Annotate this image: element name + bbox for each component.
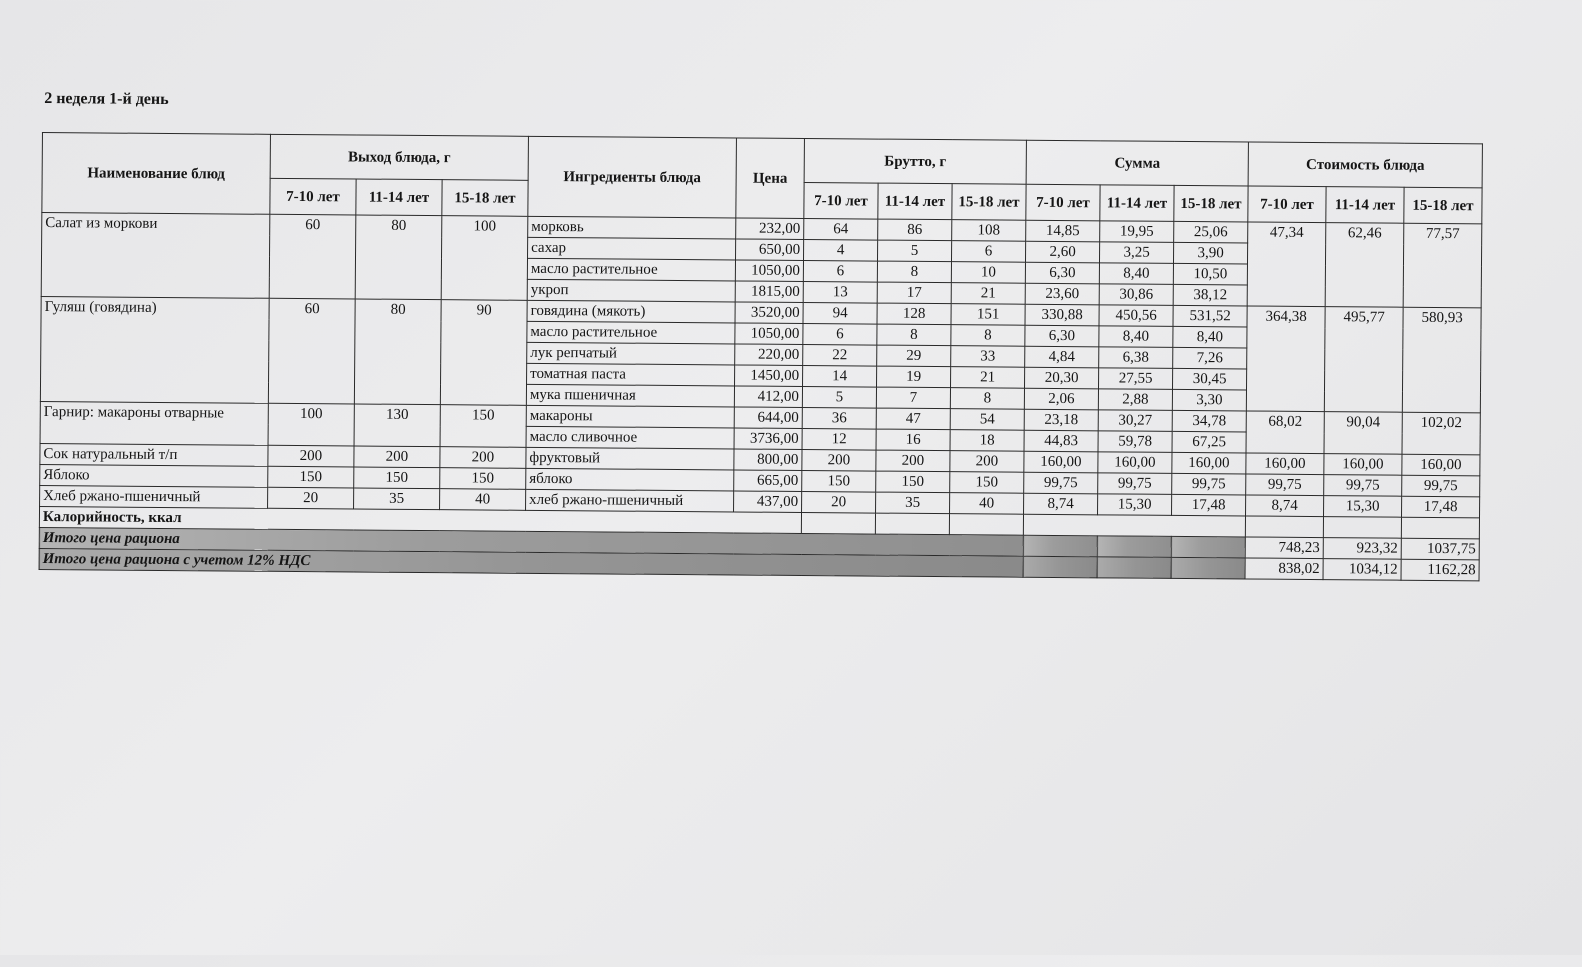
sum: 19,95	[1100, 221, 1174, 243]
total-vat-value: 1034,12	[1323, 559, 1401, 581]
dish-name: Гарнир: макароны отварные	[40, 402, 268, 446]
total-value: 923,32	[1323, 538, 1401, 560]
dish-cost: 68,02	[1246, 411, 1324, 454]
header-age: 7-10 лет	[1026, 184, 1100, 221]
dish-cost: 102,02	[1402, 412, 1480, 455]
sum: 15,30	[1098, 494, 1172, 516]
brutto: 64	[804, 219, 878, 241]
sum: 6,30	[1025, 262, 1099, 284]
ingredient-price: 3736,00	[734, 428, 802, 450]
sum: 38,12	[1173, 284, 1247, 306]
brutto: 6	[803, 323, 877, 345]
header-age: 15-18 лет	[1174, 185, 1248, 222]
ingredient-price: 1050,00	[735, 260, 803, 282]
ingredient-price: 644,00	[734, 407, 802, 429]
brutto: 29	[877, 345, 951, 367]
ingredient-price: 665,00	[734, 470, 802, 492]
ingredient-price: 800,00	[734, 449, 802, 471]
ingredient-price: 232,00	[736, 218, 804, 240]
total-vat-value: 1162,28	[1401, 559, 1479, 581]
brutto: 150	[802, 470, 876, 492]
sum: 27,55	[1099, 368, 1173, 390]
ingredient-name: масло растительное	[527, 321, 735, 344]
ingredient-price: 220,00	[735, 344, 803, 366]
brutto: 108	[952, 220, 1026, 242]
sum: 17,48	[1172, 494, 1246, 516]
dish-cost: 15,30	[1324, 496, 1402, 518]
brutto: 200	[876, 450, 950, 472]
total-vat-label: Итого цена рациона с учетом 12% НДС	[39, 549, 1023, 578]
ingredient-name: говядина (мякоть)	[527, 300, 735, 323]
dish-output: 100	[268, 403, 354, 446]
total-vat-value: 838,02	[1245, 558, 1323, 580]
empty-cell	[1323, 517, 1401, 539]
sum: 59,78	[1098, 431, 1172, 453]
dish-output: 150	[440, 405, 526, 448]
total-value: 748,23	[1245, 537, 1323, 559]
dish-output: 80	[354, 299, 441, 405]
dish-name: Сок натуральный т/п	[40, 444, 268, 467]
empty-cell	[1171, 536, 1245, 558]
dish-output: 20	[268, 487, 354, 509]
brutto: 8	[877, 324, 951, 346]
empty-cell	[1171, 557, 1245, 579]
brutto: 7	[876, 387, 950, 409]
dish-cost: 90,04	[1324, 412, 1402, 455]
brutto: 8	[950, 388, 1024, 410]
sum: 20,30	[1025, 367, 1099, 389]
dish-cost: 17,48	[1402, 496, 1480, 518]
sum: 7,26	[1173, 347, 1247, 369]
empty-cell	[949, 514, 1023, 536]
dish-cost: 364,38	[1246, 306, 1325, 412]
dish-cost: 160,00	[1402, 454, 1480, 476]
brutto: 47	[876, 408, 950, 430]
header-output: Выход блюда, г	[270, 134, 528, 180]
sum: 23,18	[1024, 409, 1098, 431]
sum: 99,75	[1172, 473, 1246, 495]
dish-output: 60	[269, 214, 356, 299]
brutto: 6	[803, 261, 877, 283]
brutto: 20	[802, 491, 876, 513]
dish-cost: 160,00	[1246, 453, 1324, 475]
brutto: 94	[803, 302, 877, 324]
header-age: 11-14 лет	[1100, 185, 1174, 222]
dish-output: 150	[268, 466, 354, 488]
dish-output: 200	[354, 446, 440, 468]
sum: 8,40	[1099, 326, 1173, 348]
dish-output: 35	[354, 488, 440, 510]
sum: 330,88	[1025, 304, 1099, 326]
empty-cell	[1097, 536, 1171, 558]
brutto: 35	[876, 492, 950, 514]
brutto: 22	[803, 344, 877, 366]
dish-output: 200	[268, 445, 354, 467]
empty-cell	[1023, 535, 1097, 557]
sum: 3,30	[1172, 389, 1246, 411]
ingredient-price: 1450,00	[735, 365, 803, 387]
ingredient-name: томатная паста	[527, 363, 735, 386]
dish-name: Салат из моркови	[41, 213, 270, 299]
dish-output: 60	[268, 298, 355, 404]
header-age: 7-10 лет	[1248, 186, 1326, 223]
dish-output: 40	[440, 489, 526, 511]
brutto: 86	[878, 219, 952, 241]
calories-label: Калорийность, ккал	[39, 507, 801, 534]
sum: 2,60	[1026, 241, 1100, 263]
header-price: Цена	[736, 138, 805, 219]
sum: 14,85	[1026, 220, 1100, 242]
empty-cell	[801, 512, 875, 534]
sum: 99,75	[1098, 473, 1172, 495]
sum: 8,74	[1024, 493, 1098, 515]
header-age: 15-18 лет	[442, 180, 528, 217]
header-age: 11-14 лет	[878, 183, 952, 220]
dish-cost: 99,75	[1324, 475, 1402, 497]
sum: 30,27	[1098, 410, 1172, 432]
brutto: 200	[950, 451, 1024, 473]
brutto: 13	[803, 281, 877, 303]
brutto: 40	[950, 493, 1024, 515]
ingredient-price: 3520,00	[735, 302, 803, 324]
dish-cost: 77,57	[1403, 223, 1482, 308]
empty-cell	[1023, 556, 1097, 578]
sum: 3,25	[1100, 242, 1174, 264]
header-age: 11-14 лет	[356, 179, 442, 216]
dish-output: 100	[441, 216, 528, 301]
ingredient-price: 1815,00	[735, 281, 803, 303]
dish-output: 150	[354, 467, 440, 489]
dish-cost: 99,75	[1402, 475, 1480, 497]
header-age: 11-14 лет	[1326, 187, 1404, 224]
brutto: 19	[877, 366, 951, 388]
total-label: Итого цена рациона	[39, 528, 1023, 557]
ingredient-price: 437,00	[734, 491, 802, 513]
brutto: 14	[803, 365, 877, 387]
sum: 34,78	[1172, 410, 1246, 432]
brutto: 128	[877, 303, 951, 325]
empty-cell	[1245, 516, 1323, 538]
sum: 3,90	[1174, 242, 1248, 264]
dish-cost: 47,34	[1247, 222, 1326, 307]
ingredient-name: мука пшеничная	[526, 384, 734, 407]
sum: 160,00	[1024, 451, 1098, 473]
sum: 99,75	[1024, 472, 1098, 494]
dish-cost: 8,74	[1246, 495, 1324, 517]
menu-cost-table	[39, 132, 1483, 581]
ingredient-name: фруктовый	[526, 447, 734, 470]
dish-name: Гуляш (говядина)	[40, 297, 269, 404]
ingredient-price: 650,00	[736, 239, 804, 261]
ingredient-price: 1050,00	[735, 323, 803, 345]
empty-cell	[1023, 514, 1245, 537]
dish-cost: 495,77	[1324, 307, 1403, 413]
ingredient-name: макароны	[526, 405, 734, 428]
sum: 4,84	[1025, 346, 1099, 368]
sum: 160,00	[1098, 452, 1172, 474]
dish-output: 200	[440, 447, 526, 469]
dish-output: 90	[440, 300, 527, 406]
sum: 531,52	[1173, 305, 1247, 327]
ingredient-name: масло растительное	[527, 258, 735, 281]
dish-name: Яблоко	[40, 465, 268, 488]
brutto: 17	[877, 282, 951, 304]
empty-cell	[875, 513, 949, 535]
dish-cost: 580,93	[1402, 307, 1481, 413]
brutto: 4	[804, 240, 878, 262]
sum: 8,40	[1099, 263, 1173, 285]
ingredient-name: лук репчатый	[527, 342, 735, 365]
page-heading: 2 неделя 1-й день	[44, 90, 169, 109]
dish-name: Хлеб ржано-пшеничный	[40, 486, 268, 509]
sum: 25,06	[1174, 221, 1248, 243]
dish-cost: 62,46	[1325, 223, 1404, 308]
brutto: 8	[951, 325, 1025, 347]
sum: 10,50	[1173, 263, 1247, 285]
brutto: 16	[876, 429, 950, 451]
brutto: 6	[952, 241, 1026, 263]
header-age: 15-18 лет	[952, 184, 1026, 221]
dish-output: 150	[440, 468, 526, 490]
header-ingredients: Ингредиенты блюда	[528, 136, 737, 218]
ingredient-name: яблоко	[526, 468, 734, 491]
dish-output: 80	[355, 215, 442, 300]
ingredient-name: сахар	[528, 237, 736, 260]
sum: 67,25	[1172, 431, 1246, 453]
sum: 44,83	[1024, 430, 1098, 452]
sum: 23,60	[1025, 283, 1099, 305]
sum: 8,40	[1173, 326, 1247, 348]
brutto: 151	[951, 304, 1025, 326]
sum: 2,88	[1098, 389, 1172, 411]
empty-cell	[1401, 517, 1479, 539]
ingredient-name: масло сливочное	[526, 426, 734, 449]
ingredient-name: хлеб ржано-пшеничный	[526, 489, 734, 512]
brutto: 150	[876, 471, 950, 493]
header-dish-name: Наименование блюд	[42, 133, 271, 215]
brutto: 8	[877, 261, 951, 283]
dish-cost: 160,00	[1324, 454, 1402, 476]
brutto: 21	[951, 283, 1025, 305]
empty-cell	[1097, 557, 1171, 579]
ingredient-name: укроп	[527, 279, 735, 302]
brutto: 200	[802, 449, 876, 471]
header-age: 7-10 лет	[270, 178, 356, 215]
brutto: 54	[950, 409, 1024, 431]
header-sum: Сумма	[1026, 140, 1248, 186]
sum: 6,30	[1025, 325, 1099, 347]
brutto: 150	[950, 472, 1024, 494]
sum: 30,86	[1099, 284, 1173, 306]
header-age: 7-10 лет	[804, 183, 878, 220]
brutto: 18	[950, 430, 1024, 452]
brutto: 5	[878, 240, 952, 262]
ingredient-name: морковь	[528, 216, 736, 239]
sum: 2,06	[1024, 388, 1098, 410]
dish-output: 130	[354, 404, 440, 447]
brutto: 10	[951, 262, 1025, 284]
dish-cost: 99,75	[1246, 474, 1324, 496]
brutto: 12	[802, 428, 876, 450]
brutto: 33	[951, 346, 1025, 368]
sum: 30,45	[1173, 368, 1247, 390]
sum: 160,00	[1172, 452, 1246, 474]
total-value: 1037,75	[1401, 538, 1479, 560]
brutto: 21	[951, 367, 1025, 389]
brutto: 5	[802, 386, 876, 408]
header-age: 15-18 лет	[1404, 187, 1482, 224]
header-dish-cost: Стоимость блюда	[1248, 142, 1482, 188]
ingredient-price: 412,00	[734, 386, 802, 408]
sum: 6,38	[1099, 347, 1173, 369]
sum: 450,56	[1099, 305, 1173, 327]
header-brutto: Брутто, г	[804, 139, 1026, 185]
brutto: 36	[802, 407, 876, 429]
